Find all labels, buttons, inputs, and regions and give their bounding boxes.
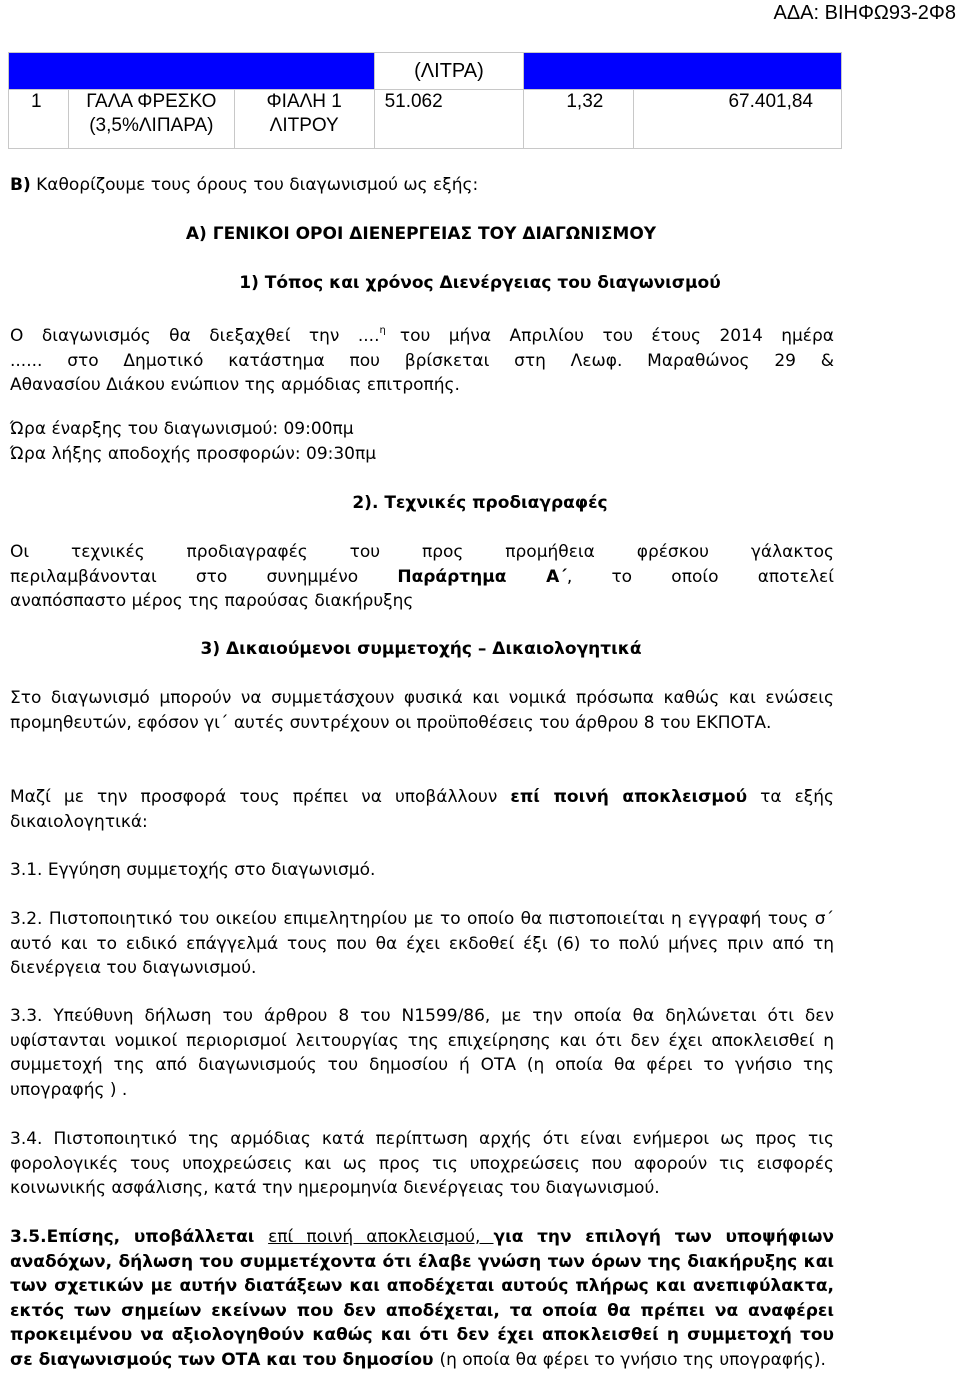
- row-quantity: 51.062: [374, 90, 524, 149]
- item-3-1: 3.1. Εγγύηση συμμετοχής στο διαγωνισμό.: [10, 860, 376, 880]
- general-terms-heading: Α) ΓΕΝΙΚΟΙ ΟΡΟΙ ΔΙΕΝΕΡΓΕΙΑΣ ΤΟΥ ΔΙΑΓΩΝΙΣΜΟΥ: [185, 224, 657, 244]
- item-3-5: [10, 1225, 834, 1372]
- table-header-row: [9, 53, 842, 90]
- section-2-text: [10, 540, 834, 614]
- p1-superscript: η: [379, 325, 386, 336]
- row-price: 1,32: [524, 90, 634, 149]
- p1-line-2: ...... στο Δημοτικό κατάστημα που βρίσκεται στη Λεωφ. Μαραθώνος 29 &: [10, 350, 834, 371]
- products-table: [8, 52, 842, 149]
- section-1-text: [10, 319, 834, 398]
- item-3-4: 3.4. Πιστοποιητικό της αρμόδιας κατά περίπτωση αρχής ότι είναι ενήμεροι ως προς τις φορολογικές τους υποχρεώσεις και ως προς τις υποχρεώσεις που αφορούν τις εισφορές κοινωνικής ασφάλισης, κατά την ημερομηνία διενέργειας του διαγωνισμού.: [10, 1129, 834, 1198]
- p4-part-b: τα εξής δικαιολογητικά:: [10, 787, 835, 832]
- p1-line-3: Αθανασίου Διάκου ενώπιον της αρμόδιας επιτροπής.: [10, 375, 460, 395]
- p2-line-3: αναπόσπαστο μέρος της παρούσας διακήρυξης: [10, 591, 414, 611]
- header-blank-cell: [9, 53, 375, 90]
- row-product: ΓΑΛΑ ΦΡΕΣΚΟ (3,5%ΛΙΠΑΡΑ): [68, 90, 234, 149]
- i35-part-d: (η οποία θα φέρει το γνήσιο της υπογραφής).: [439, 1349, 826, 1370]
- i35-part-a: Επίσης, υποβάλλεται: [46, 1227, 255, 1247]
- start-time: Ώρα έναρξης του διαγωνισμού: 09:00πμ: [10, 419, 354, 439]
- terms-intro: [10, 173, 834, 198]
- i35-part-c: δημοσίου: [342, 1349, 434, 1370]
- p2-line-2a: περιλαμβάνονται στο συνημμένο: [10, 566, 359, 587]
- p4-part-a: Μαζί με την προσφορά τους πρέπει να υποβάλλουν: [10, 787, 498, 807]
- row-total: 67.401,84: [634, 90, 842, 149]
- times-block: [10, 417, 834, 466]
- annex-reference: Παράρτημα Α΄: [397, 566, 567, 587]
- table-row: [9, 90, 842, 149]
- item-3-2: 3.2. Πιστοποιητικό του οικείου επιμελητηρίου με το οποίο θα πιστοποιείται η εγγραφή τους σ΄ αυτό και το ειδικό επάγγελμά τους που θα έχει εκδοθεί έξι (6) το πολύ μήνες πριν από τη διενέργεια του διαγωνισμού.: [10, 909, 834, 978]
- header-unit-cell: (ΛΙΤΡΑ): [374, 53, 524, 90]
- section-1-heading: 1) Τόπος και χρόνος Διενέργειας του διαγωνισμού: [239, 273, 721, 293]
- i35-number: 3.5.: [10, 1227, 47, 1247]
- b-text: Καθορίζουμε τους όρους του διαγωνισμού ως εξής:: [36, 175, 479, 195]
- row-unit: ΦΙΑΛΗ 1 ΛΙΤΡΟΥ: [234, 90, 374, 149]
- ada-code: ΑΔΑ: ΒΙΗΦΩ93-2Φ8: [773, 2, 956, 24]
- section-2-heading: 2). Τεχνικές προδιαγραφές: [352, 493, 608, 513]
- i35-part-b: για την επιλογή των υποψήφιων αναδόχων, δήλωση του συμμετέχοντα ότι έλαβε γνώση των όρων της διακήρυξης και των σχετικών με αυτήν διατάξεων και αποδέχεται αυτούς πλήρως και ανεπιφύλακτα, εκτός των σημείων εκείνων που δεν αποδέχεται, τα οποία θα πρέπει να αναφέρει προκειμένου να αξιολογηθούν καθώς και ότι δεν έχει αποκλεισθεί η συμμετοχή του σε διαγωνισμούς των ΟΤΑ και του: [10, 1227, 834, 1370]
- item-3-3: 3.3. Υπεύθυνη δήλωση του άρθρου 8 του Ν1599/86, με την οποία θα δηλώνεται ότι δεν υφίστανται νομικοί περιορισμοί λειτουργίας της επιχείρησης και ότι δεν έχει αποκλεισθεί η συμμετοχή της από διαγωνισμούς του δημοσίου ή ΟΤΑ (η οποία θα φέρει το γνήσιο της υπογραφής ) .: [10, 1006, 834, 1100]
- row-number: 1: [9, 90, 69, 149]
- documents-intro: [10, 785, 834, 834]
- p1-part-b: του μήνα Απριλίου του έτους 2014 ημέρα: [399, 326, 834, 346]
- p2-line-1: Οι τεχνικές προδιαγραφές του προς προμήθεια φρέσκου γάλακτος: [10, 542, 834, 562]
- section-3-heading: 3) Δικαιούμενοι συμμετοχής – Δικαιολογητικά: [200, 639, 642, 659]
- header-blank-cell-2: [524, 53, 842, 90]
- p1-part-a: Ο διαγωνισμός θα διεξαχθεί την ....: [10, 326, 380, 346]
- eligibility-paragraph: Στο διαγωνισμό μπορούν να συμμετάσχουν φυσικά και νομικά πρόσωπα καθώς και ενώσεις προμηθευτών, εφόσον γι΄ αυτές συντρέχουν οι προϋποθέσεις του άρθρου 8 του ΕΚΠΟΤΑ.: [10, 688, 834, 733]
- b-label: B): [10, 175, 31, 195]
- p2-line-2b: , το οποίο αποτελεί: [566, 566, 834, 587]
- end-time: Ώρα λήξης αποδοχής προσφορών: 09:30πμ: [10, 443, 377, 464]
- i35-underlined: επί ποινή αποκλεισμού,: [268, 1227, 494, 1247]
- p4-bold: επί ποινή αποκλεισμού: [510, 787, 748, 807]
